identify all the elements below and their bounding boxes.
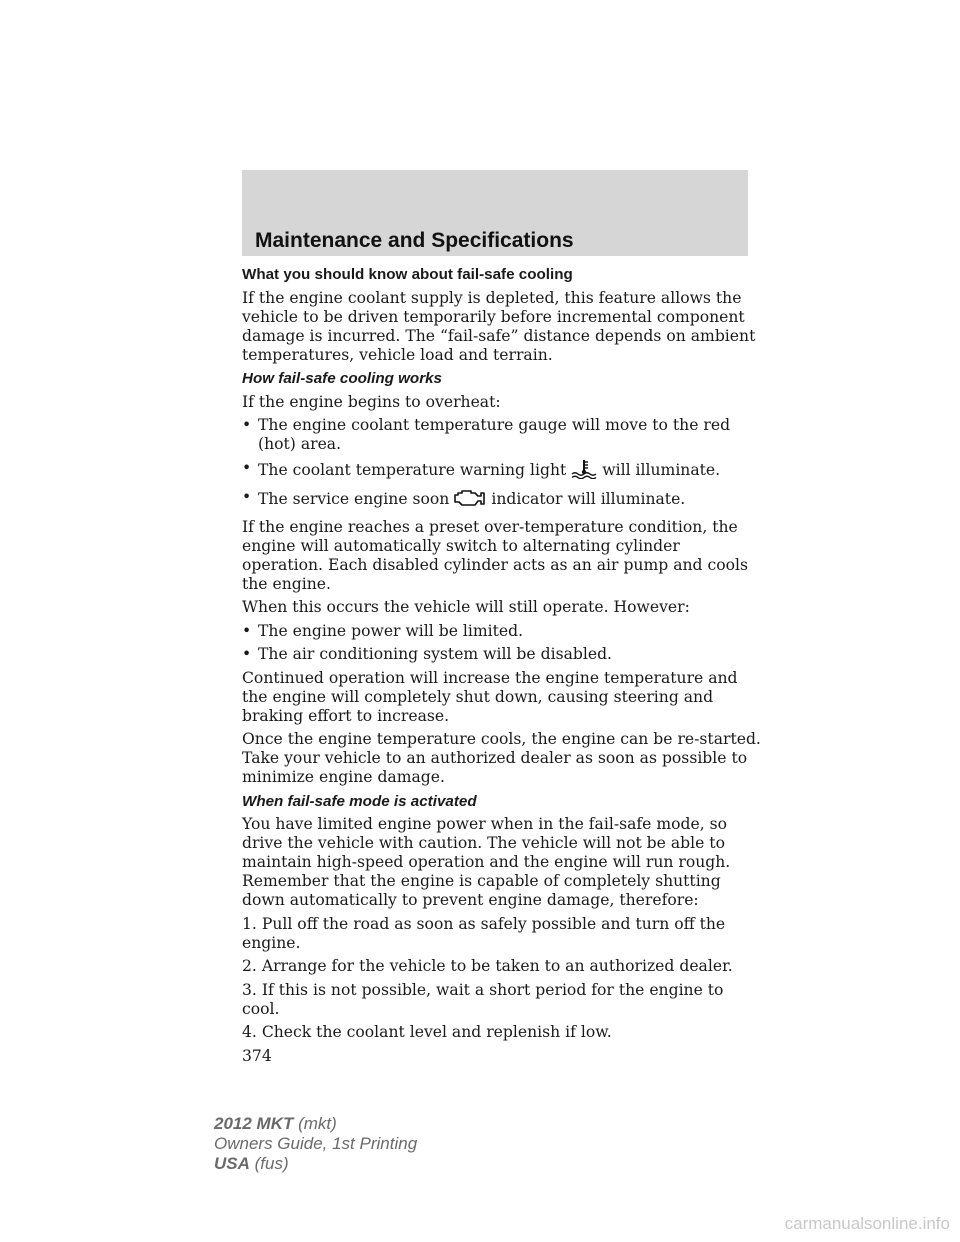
footer-model: 2012 MKT: [214, 1114, 294, 1133]
list-item-text: indicator will illuminate.: [491, 490, 686, 508]
list-item: [242, 488, 762, 513]
footer-line: Owners Guide, 1st Printing: [214, 1134, 418, 1153]
list-item-text: The air conditioning system will be disabled.: [258, 645, 613, 663]
list-item-text: The engine coolant temperature gauge will move to the red (hot) area.: [258, 416, 731, 453]
list-item: [242, 622, 762, 641]
bullet-marker: •: [242, 416, 252, 434]
heading-failsafe-cooling: What you should know about fail-safe cooling: [242, 266, 573, 283]
bullet-marker: •: [242, 645, 252, 663]
paragraph: If the engine begins to overheat:: [242, 392, 501, 411]
bullet-marker: •: [242, 458, 252, 477]
paragraph: Continued operation will increase the engine temperature and the engine will completely shut down, causing steering and braking effort to increase.: [242, 668, 738, 725]
paragraph: You have limited engine power when in the fail-safe mode, so drive the vehicle with caution. The vehicle will not be able to maintain high-speed operation and the engine will run rough. Remember that the engine is capable of completely shutting down automatically to prevent engine damage, therefore:: [242, 815, 731, 909]
list-item: [242, 416, 762, 454]
coolant-temperature-icon: [570, 459, 598, 484]
print-footer: [214, 1114, 417, 1174]
watermark-link[interactable]: carmanualsonline.info: [784, 1214, 950, 1233]
footer-market: USA: [214, 1154, 250, 1173]
bullet-marker: •: [242, 488, 252, 506]
step-item: 4. Check the coolant level and replenish if low.: [242, 1023, 612, 1041]
list-item-text: The service engine soon: [258, 490, 450, 508]
paragraph: If the engine reaches a preset over-temperature condition, the engine will automatically switch to alternating cylinder operation. Each disabled cylinder acts as an air pump and cools the engine.: [242, 517, 748, 593]
list-item-text: The coolant temperature warning light: [258, 460, 567, 479]
step-item: 1. Pull off the road as soon as safely possible and turn off the engine.: [242, 914, 726, 952]
list-item-text: The engine power will be limited.: [258, 621, 524, 640]
heading-how-it-works: How fail-safe cooling works: [242, 370, 443, 387]
paragraph: Once the engine temperature cools, the engine can be re-started. Take your vehicle to an authorized dealer as soon as possible to minimize engine damage.: [242, 730, 761, 786]
footer-line: [214, 1154, 417, 1174]
page-content: [242, 265, 762, 1066]
bullet-marker: •: [242, 621, 252, 640]
check-engine-icon: [453, 488, 487, 513]
paragraph: When this occurs the vehicle will still operate. However:: [242, 598, 690, 616]
paragraph: If the engine coolant supply is depleted, this feature allows the vehicle to be driven temporarily before incremental component damage is incurred. The “fail-safe” distance depends on ambient temperatures, vehicle load and terrain.: [242, 288, 756, 364]
footer-line: [214, 1114, 417, 1134]
step-item: 2. Arrange for the vehicle to be taken to an authorized dealer.: [242, 957, 733, 975]
heading-failsafe-activated: When fail-safe mode is activated: [242, 792, 477, 810]
section-title: Maintenance and Specifications: [255, 229, 574, 252]
list-item: [242, 645, 762, 664]
page-number: 374: [242, 1046, 272, 1065]
list-item: [242, 459, 762, 484]
footer-market-code: (fus): [254, 1154, 289, 1173]
list-item-text: will illuminate.: [602, 460, 721, 479]
footer-model-code: (mkt): [298, 1114, 337, 1133]
step-item: 3. If this is not possible, wait a short period for the engine to cool.: [242, 980, 724, 1018]
